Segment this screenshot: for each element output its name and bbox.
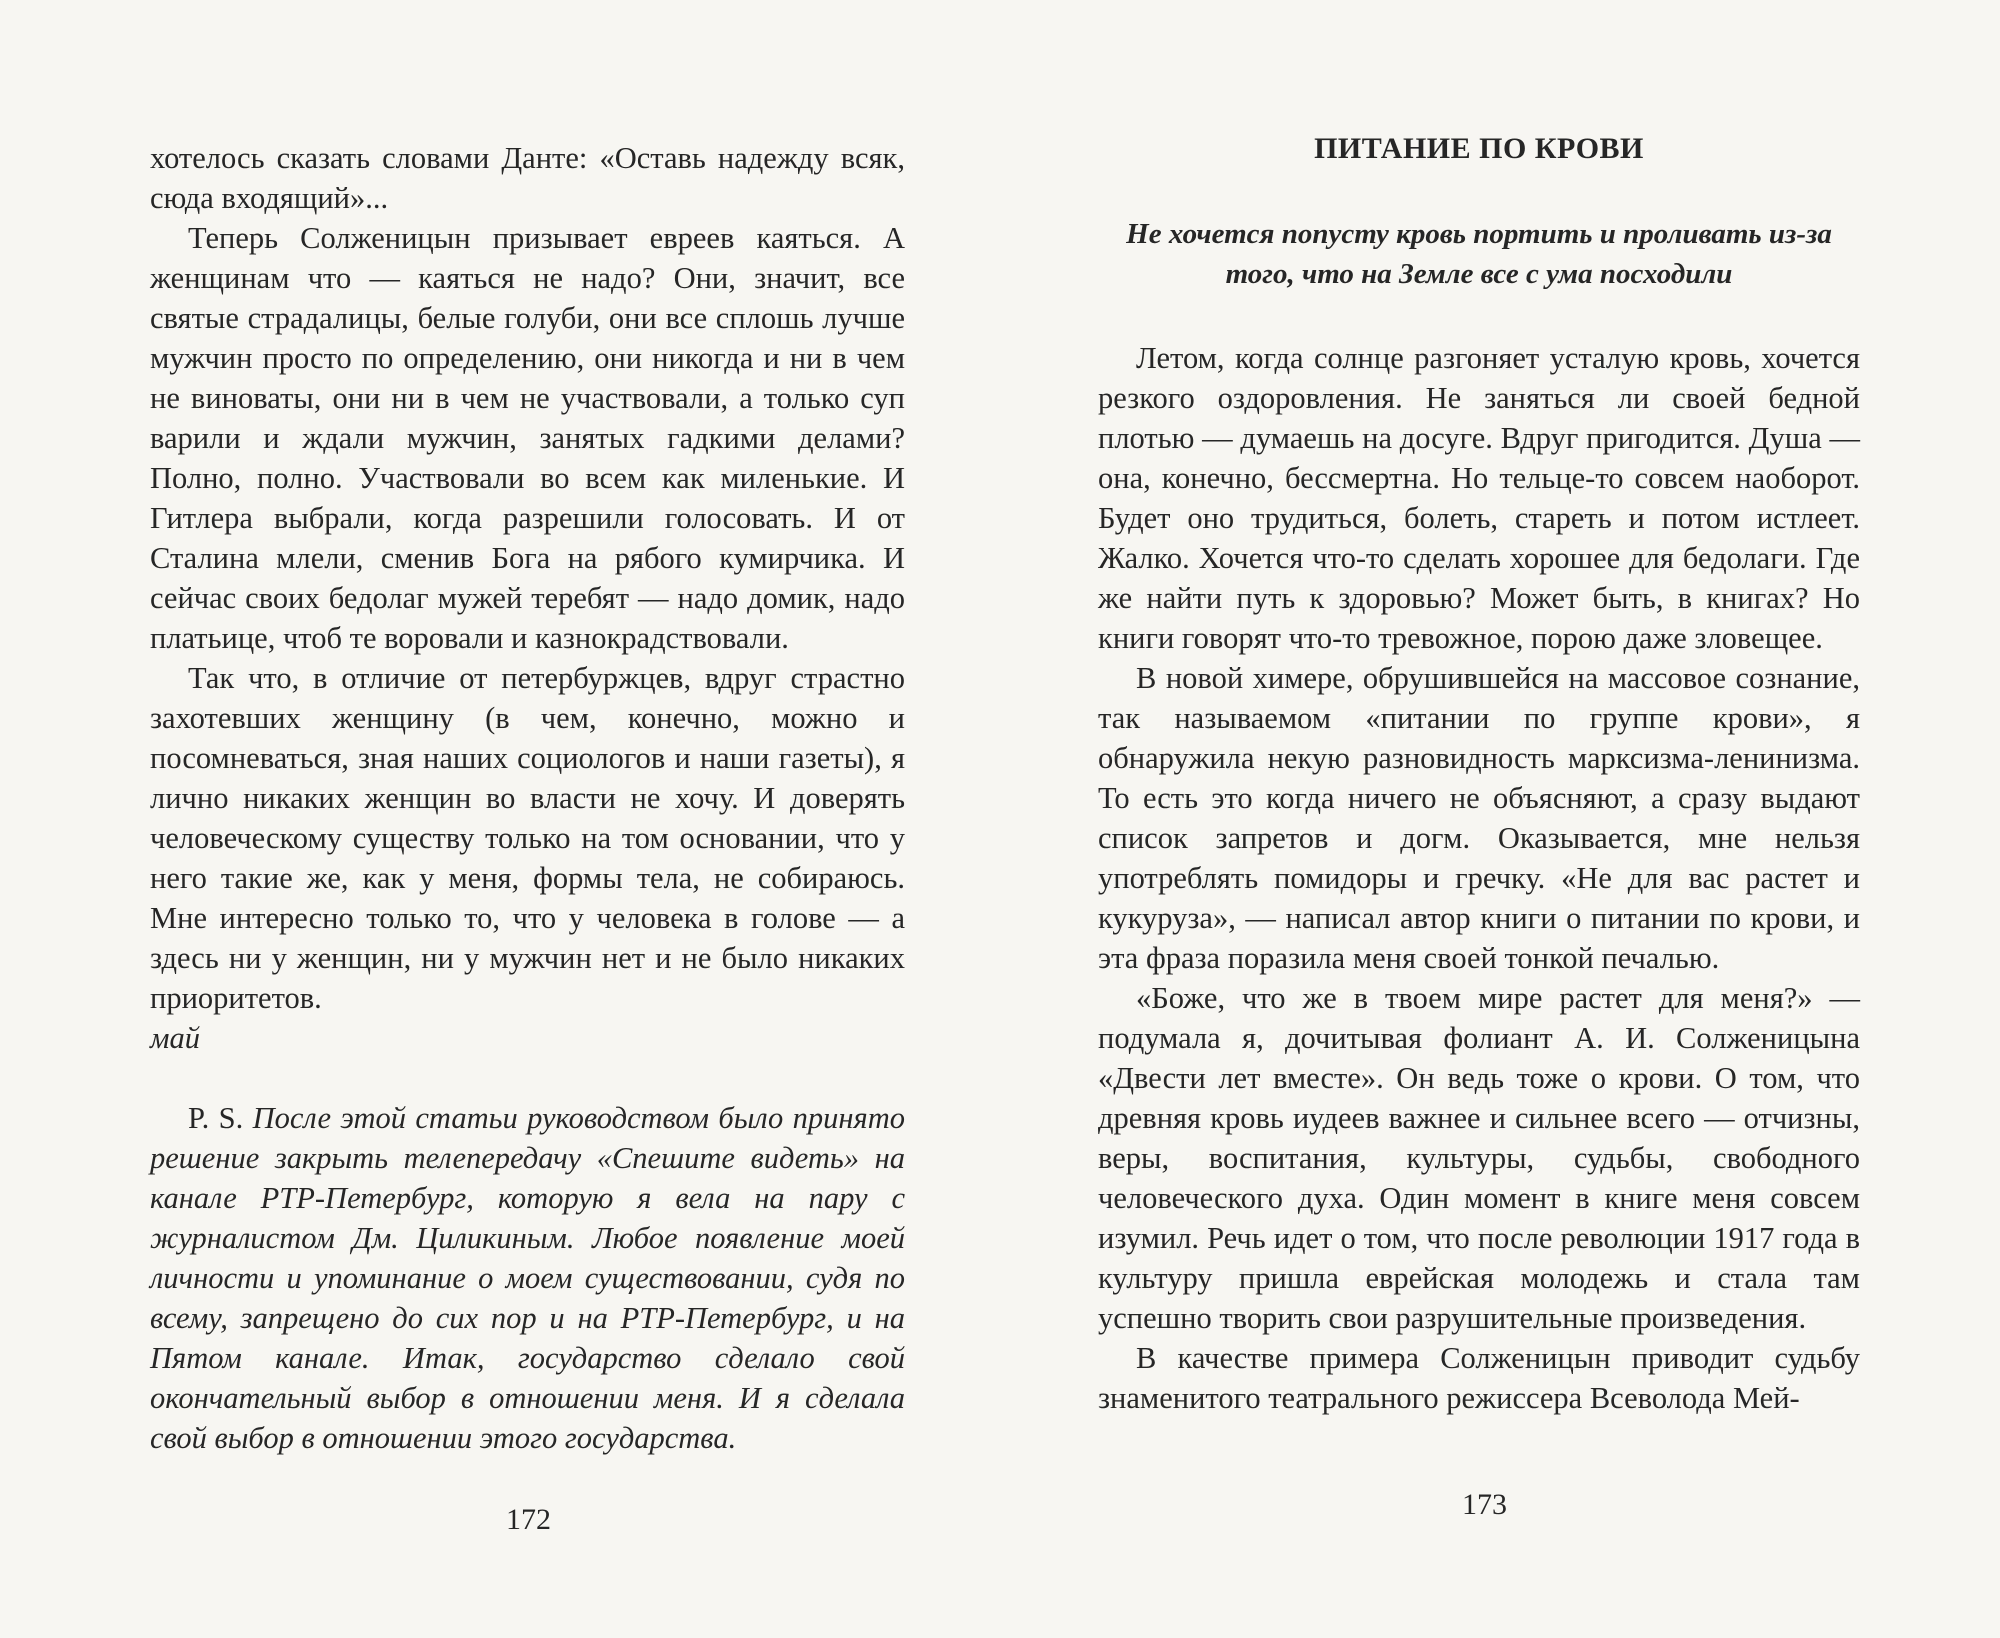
left-paragraph-3: Так что, в отличие от петербуржцев, вдруг страстно захотевших женщину (в чем, конечно, можно и посомневаться, зная наших социологов и наши газеты), я лично никаких женщин во власти не хочу. И доверять человеческому существу только на том основании, что у него такие же, как у меня, формы тела, не собираюсь. Мне интересно только то, что у человека в голове — а здесь ни у женщин, ни у мужчин нет и не было никаких приоритетов.	[150, 661, 905, 1015]
right-paragraph-4: В качестве примера Солженицын приводит судьбу знаменитого театрального режиссера Всеволода Мей-	[1098, 1341, 1860, 1415]
right-paragraph-3: «Боже, что же в твоем мире растет для меня?» — подумала я, дочитывая фолиант А. И. Солженицына «Двести лет вместе». Он ведь тоже о крови. О том, что древняя кровь иудеев важнее и сильнее всего — отчизны, веры, воспитания, культуры, судьбы, свободного человеческого духа. Один момент в книге меня совсем изумил. Речь идет о том, что после революции 1917 года в культуру пришла еврейская молодежь и стала там успешно творить свои разрушительные произведения.	[1098, 981, 1860, 1335]
epigraph: Не хочется попусту кровь портить и проливать из-за того, что на Земле все с ума посходили	[1126, 218, 1832, 290]
postscript-text: После этой статьи руководством было принято решение закрыть телепередачу «Спешите видеть» на канале РТР-Петербург, которую я вела на пару с журналистом Дм. Циликиным. Любое появление моей личности и упоминание о моем существовании, судя по всему, запрещено до сих пор и на РТР-Петербург, и на Пятом канале. Итак, государство сделало свой окончательный выбор в отношении меня. И я сделала свой выбор в отношении этого государства.	[150, 1101, 906, 1455]
page-number-right: 173	[1462, 1488, 1507, 1521]
left-paragraph-1: хотелось сказать словами Данте: «Оставь надежду всяк, сюда входящий»...	[150, 141, 905, 215]
postscript	[150, 1098, 905, 1458]
page-number-left: 172	[506, 1503, 551, 1536]
left-paragraph-2: Теперь Солженицын призывает евреев каяться. А женщинам что — каяться не надо? Они, значит, все святые страдалицы, белые голуби, они все сплошь лучше мужчин просто по определению, они никогда и ни в чем не виноваты, они ни в чем не участвовали, а только суп варили и ждали мужчин, занятых гадкими делами? Полно, полно. Участвовали во всем как миленькие. И Гитлера выбрали, когда разрешили голосовать. И от Сталина млели, сменив Бога на рябого кумирчика. И сейчас своих бедолаг мужей теребят — надо домик, надо платьице, чтоб те воровали и казнокрадствовали.	[150, 221, 905, 655]
date-signature: май	[150, 1021, 200, 1055]
postscript-label: P. S.	[188, 1101, 244, 1135]
right-page-text	[1098, 338, 1860, 1418]
chapter-title: ПИТАНИЕ ПО КРОВИ	[1314, 132, 1644, 165]
left-page-text	[150, 138, 905, 1458]
right-paragraph-2: В новой химере, обрушившейся на массовое сознание, так называемом «питании по группе крови», я обнаружила некую разновидность марксизма-ленинизма. То есть это когда ничего не объясняют, а сразу выдают список запретов и догм. Оказывается, мне нельзя употреблять помидоры и гречку. «Не для вас растет и кукуруза», — написал автор книги о питании по крови, и эта фраза поразила меня своей тонкой печалью.	[1098, 661, 1860, 975]
right-paragraph-1: Летом, когда солнце разгоняет усталую кровь, хочется резкого оздоровления. Не заняться ли своей бедной плотью — думаешь на досуге. Вдруг пригодится. Душа — она, конечно, бессмертна. Но тельце-то совсем наоборот. Будет оно трудиться, болеть, стареть и потом истлеет. Жалко. Хочется что-то сделать хорошее для бедолаги. Где же найти путь к здоровью? Может быть, в книгах? Но книги говорят что-то тревожное, порою даже зловещее.	[1098, 341, 1860, 655]
right-page	[1000, 0, 2000, 1638]
